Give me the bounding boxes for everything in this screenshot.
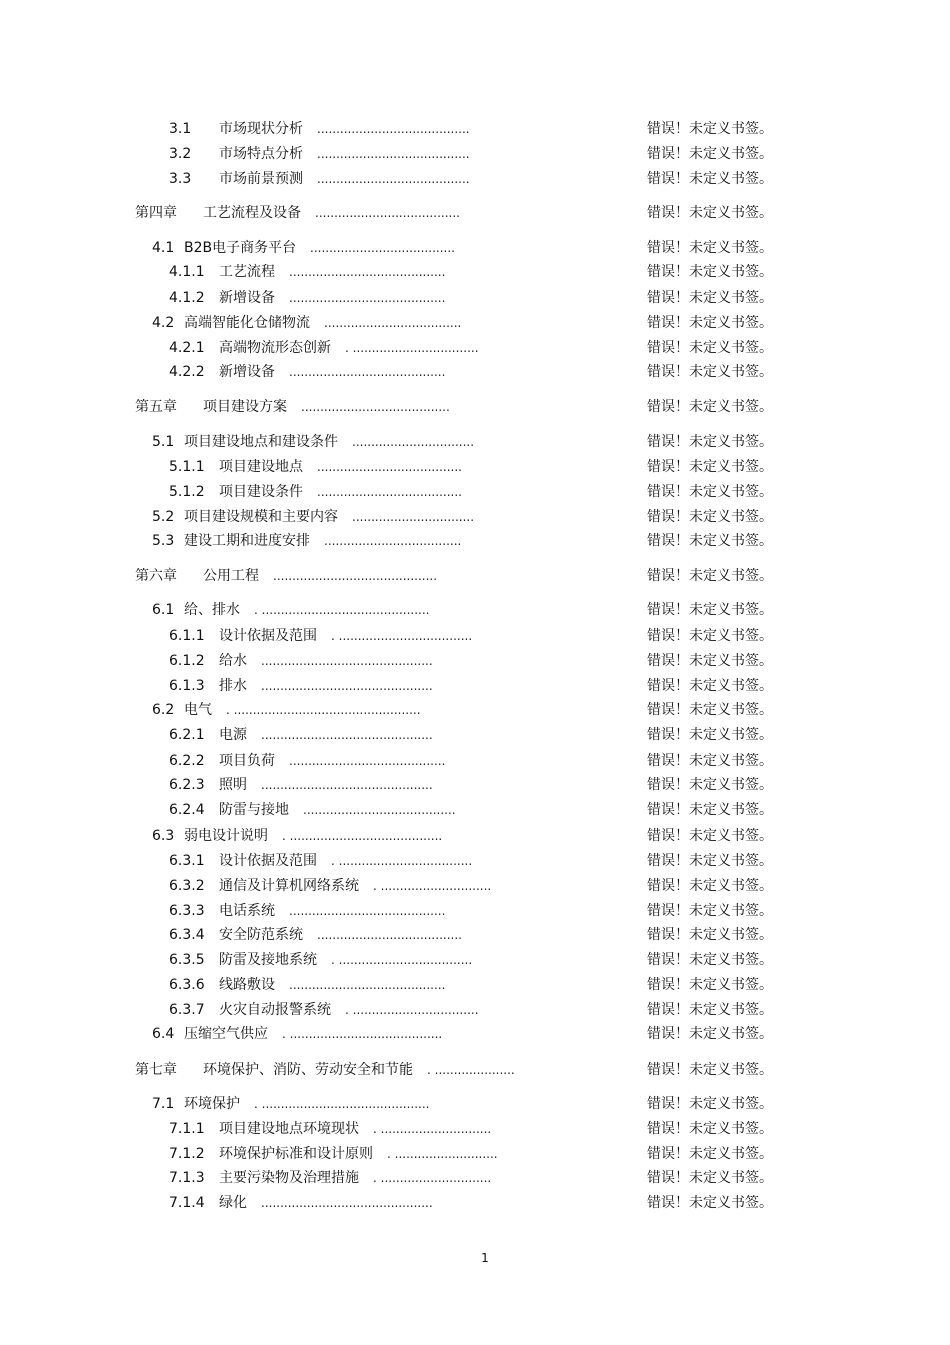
toc-entry-page-ref: 错误！未定义书签。 bbox=[647, 1026, 773, 1042]
toc-entry-page-ref: 错误！未定义书签。 bbox=[647, 1170, 773, 1186]
toc-entry-page-ref: 错误！未定义书签。 bbox=[647, 777, 773, 793]
toc-entry[interactable] bbox=[0, 651, 950, 671]
toc-entry-number: 4.1.2 bbox=[169, 290, 205, 306]
toc-entry[interactable] bbox=[0, 901, 950, 921]
toc-leader-dots: . ................................... bbox=[331, 629, 473, 643]
toc-leader-dots: ........................................... bbox=[273, 569, 438, 583]
toc-entry-page-ref: 错误！未定义书签。 bbox=[647, 977, 773, 993]
toc-entry-number: 3.1 bbox=[169, 121, 192, 137]
toc-entry-page-ref: 错误！未定义书签。 bbox=[647, 568, 773, 584]
toc-leader-dots: ............................................. bbox=[261, 654, 433, 668]
toc-entry-title: 环境保护、消防、劳动安全和节能 bbox=[203, 1062, 413, 1078]
toc-entry-number: 6.2.2 bbox=[169, 753, 205, 769]
toc-leader-dots: . ............................. bbox=[373, 879, 492, 893]
toc-entry[interactable] bbox=[0, 975, 950, 995]
toc-entry[interactable] bbox=[0, 925, 950, 945]
toc-entry-page-ref: 错误！未定义书签。 bbox=[647, 702, 773, 718]
toc-entry-number: 6.4 bbox=[152, 1026, 175, 1042]
toc-leader-dots: . ................................. bbox=[345, 1003, 479, 1017]
toc-entry-title: 新增设备 bbox=[219, 364, 275, 380]
toc-leader-dots: ......................................... bbox=[289, 904, 446, 918]
toc-entry-title: 主要污染物及治理措施 bbox=[219, 1170, 359, 1186]
toc-entry[interactable] bbox=[0, 751, 950, 771]
toc-entry-title: 项目负荷 bbox=[219, 753, 275, 769]
toc-entry-title: 项目建设地点 bbox=[219, 459, 303, 475]
toc-entry-page-ref: 错误！未定义书签。 bbox=[647, 1146, 773, 1162]
toc-entry-number: 4.2 bbox=[152, 315, 175, 331]
toc-entry-title: 项目建设方案 bbox=[203, 399, 287, 415]
toc-entry-title: 项目建设地点环境现状 bbox=[219, 1121, 359, 1137]
toc-entry[interactable] bbox=[0, 566, 950, 586]
toc-entry-number: 5.1 bbox=[152, 434, 175, 450]
toc-entry-title: 高端物流形态创新 bbox=[219, 340, 331, 356]
toc-leader-dots: . ................................... bbox=[331, 953, 473, 967]
toc-entry-page-ref: 错误！未定义书签。 bbox=[647, 484, 773, 500]
toc-entry-title: 防雷与接地 bbox=[219, 802, 289, 818]
toc-entry-page-ref: 错误！未定义书签。 bbox=[647, 1062, 773, 1078]
toc-entry-number: 6.3.2 bbox=[169, 878, 205, 894]
toc-entry-number: 第五章 bbox=[135, 399, 177, 415]
toc-entry[interactable] bbox=[0, 800, 950, 820]
toc-entry-title: 公用工程 bbox=[203, 568, 259, 584]
toc-leader-dots: ...................................... bbox=[317, 928, 462, 942]
toc-leader-dots: ...................................... bbox=[317, 485, 462, 499]
toc-entry-title: 项目建设条件 bbox=[219, 484, 303, 500]
toc-entry-page-ref: 错误！未定义书签。 bbox=[647, 753, 773, 769]
toc-leader-dots: . ............................. bbox=[373, 1171, 492, 1185]
toc-entry-number: 6.3.3 bbox=[169, 903, 205, 919]
toc-entry-title: 电源 bbox=[219, 727, 247, 743]
toc-entry-number: 第四章 bbox=[135, 205, 177, 221]
toc-entry-page-ref: 错误！未定义书签。 bbox=[647, 727, 773, 743]
toc-entry-number: 6.2.1 bbox=[169, 727, 205, 743]
toc-leader-dots: ....................................... bbox=[301, 400, 450, 414]
toc-leader-dots: ...................................... bbox=[310, 241, 455, 255]
toc-entry-title: 弱电设计说明 bbox=[184, 828, 268, 844]
toc-leader-dots: ......................................... bbox=[289, 365, 446, 379]
toc-leader-dots: . ........................................ bbox=[282, 829, 443, 843]
toc-entry-title: 市场特点分析 bbox=[219, 146, 303, 162]
toc-entry-title: 防雷及接地系统 bbox=[219, 952, 317, 968]
toc-entry[interactable] bbox=[0, 1060, 950, 1080]
toc-entry-title: 高端智能化仓储物流 bbox=[184, 315, 310, 331]
toc-entry-title: 火灾自动报警系统 bbox=[219, 1002, 331, 1018]
toc-entry-title: 环境保护标准和设计原则 bbox=[219, 1146, 373, 1162]
toc-entry[interactable] bbox=[0, 600, 950, 620]
toc-leader-dots: ...................................... bbox=[315, 206, 460, 220]
toc-leader-dots: .................................... bbox=[324, 534, 462, 548]
toc-entry-title: 压缩空气供应 bbox=[184, 1026, 268, 1042]
toc-entry-title: 新增设备 bbox=[219, 290, 275, 306]
toc-entry[interactable] bbox=[0, 397, 950, 417]
toc-entry[interactable] bbox=[0, 1193, 950, 1213]
toc-entry-number: 4.1 bbox=[152, 240, 175, 256]
toc-entry-page-ref: 错误！未定义书签。 bbox=[647, 802, 773, 818]
toc-entry[interactable] bbox=[0, 950, 950, 970]
toc-leader-dots: . ..................... bbox=[427, 1063, 515, 1077]
toc-entry[interactable] bbox=[0, 826, 950, 846]
toc-entry[interactable] bbox=[0, 851, 950, 871]
toc-entry-page-ref: 错误！未定义书签。 bbox=[647, 434, 773, 450]
toc-leader-dots: . ................................................. bbox=[226, 703, 421, 717]
toc-entry[interactable] bbox=[0, 203, 950, 223]
toc-entry-title: 市场前景预测 bbox=[219, 171, 303, 187]
toc-entry[interactable] bbox=[0, 1168, 950, 1188]
toc-entry-page-ref: 错误！未定义书签。 bbox=[647, 240, 773, 256]
toc-entry[interactable] bbox=[0, 432, 950, 452]
toc-entry-page-ref: 错误！未定义书签。 bbox=[647, 315, 773, 331]
toc-leader-dots: ......................................... bbox=[289, 978, 446, 992]
toc-entry-number: 7.1.3 bbox=[169, 1170, 205, 1186]
toc-entry[interactable] bbox=[0, 457, 950, 477]
toc-entry[interactable] bbox=[0, 119, 950, 139]
toc-leader-dots: . ................................. bbox=[345, 341, 479, 355]
toc-entry-number: 4.2.2 bbox=[169, 364, 205, 380]
toc-entry[interactable] bbox=[0, 507, 950, 527]
toc-entry[interactable] bbox=[0, 676, 950, 696]
toc-entry-page-ref: 错误！未定义书签。 bbox=[647, 459, 773, 475]
toc-entry-number: 6.3.4 bbox=[169, 927, 205, 943]
toc-entry[interactable] bbox=[0, 1024, 950, 1044]
toc-entry-page-ref: 错误！未定义书签。 bbox=[647, 146, 773, 162]
toc-entry-page-ref: 错误！未定义书签。 bbox=[647, 628, 773, 644]
toc-leader-dots: ......................................... bbox=[289, 291, 446, 305]
toc-leader-dots: ............................................. bbox=[261, 778, 433, 792]
toc-entry-page-ref: 错误！未定义书签。 bbox=[647, 1002, 773, 1018]
toc-leader-dots: ........................................ bbox=[303, 803, 456, 817]
toc-entry-number: 7.1.4 bbox=[169, 1195, 205, 1211]
toc-entry-number: 4.2.1 bbox=[169, 340, 205, 356]
toc-entry-title: 电话系统 bbox=[219, 903, 275, 919]
toc-entry-page-ref: 错误！未定义书签。 bbox=[647, 678, 773, 694]
toc-entry-page-ref: 错误！未定义书签。 bbox=[647, 1121, 773, 1137]
toc-entry-title: 给、排水 bbox=[184, 602, 240, 618]
toc-entry-page-ref: 错误！未定义书签。 bbox=[647, 903, 773, 919]
toc-entry-title: 工艺流程及设备 bbox=[203, 205, 301, 221]
toc-leader-dots: ......................................... bbox=[289, 265, 446, 279]
toc-entry-title: 设计依据及范围 bbox=[219, 853, 317, 869]
toc-entry-title: 建设工期和进度安排 bbox=[184, 533, 310, 549]
toc-leader-dots: . ................................... bbox=[331, 854, 473, 868]
toc-entry[interactable] bbox=[0, 1094, 950, 1114]
toc-entry-page-ref: 错误！未定义书签。 bbox=[647, 853, 773, 869]
toc-entry-number: 6.2.4 bbox=[169, 802, 205, 818]
toc-entry[interactable] bbox=[0, 1119, 950, 1139]
toc-entry-page-ref: 错误！未定义书签。 bbox=[647, 927, 773, 943]
toc-entry[interactable] bbox=[0, 313, 950, 333]
toc-entry-page-ref: 错误！未定义书签。 bbox=[647, 828, 773, 844]
toc-entry-title: 项目建设规模和主要内容 bbox=[184, 509, 338, 525]
toc-entry-number: 6.2 bbox=[152, 702, 175, 718]
toc-entry[interactable] bbox=[0, 725, 950, 745]
toc-entry-number: 5.1.2 bbox=[169, 484, 205, 500]
toc-entry-title: 线路敷设 bbox=[219, 977, 275, 993]
toc-entry-number: 第六章 bbox=[135, 568, 177, 584]
toc-entry-title: 照明 bbox=[219, 777, 247, 793]
toc-entry[interactable] bbox=[0, 482, 950, 502]
toc-leader-dots: .................................... bbox=[324, 316, 462, 330]
toc-entry-number: 6.3.7 bbox=[169, 1002, 205, 1018]
toc-entry-number: 5.2 bbox=[152, 509, 175, 525]
toc-leader-dots: ............................................. bbox=[261, 728, 433, 742]
toc-leader-dots: . ........................................ bbox=[282, 1027, 443, 1041]
page-number: 1 bbox=[481, 1251, 489, 1265]
toc-entry[interactable] bbox=[0, 288, 950, 308]
toc-entry-title: 环境保护 bbox=[184, 1096, 240, 1112]
toc-leader-dots: ............................................. bbox=[261, 1196, 433, 1210]
toc-entry[interactable] bbox=[0, 238, 950, 258]
toc-leader-dots: ........................................ bbox=[317, 147, 470, 161]
toc-leader-dots: ............................................. bbox=[261, 679, 433, 693]
toc-entry[interactable] bbox=[0, 876, 950, 896]
toc-entry-title: 市场现状分析 bbox=[219, 121, 303, 137]
toc-entry[interactable] bbox=[0, 169, 950, 189]
toc-entry-number: 7.1 bbox=[152, 1096, 175, 1112]
toc-entry[interactable] bbox=[0, 262, 950, 282]
toc-entry-number: 6.3 bbox=[152, 828, 175, 844]
toc-entry-number: 6.1.2 bbox=[169, 653, 205, 669]
toc-entry[interactable] bbox=[0, 338, 950, 358]
toc-leader-dots: ........................................ bbox=[317, 122, 470, 136]
toc-entry-number: 6.3.6 bbox=[169, 977, 205, 993]
toc-leader-dots: ........................................ bbox=[317, 172, 470, 186]
toc-entry[interactable] bbox=[0, 1000, 950, 1020]
toc-entry-title: B2B电子商务平台 bbox=[184, 240, 297, 256]
toc-entry[interactable] bbox=[0, 1144, 950, 1164]
toc-entry[interactable] bbox=[0, 144, 950, 164]
toc-entry-title: 绿化 bbox=[219, 1195, 247, 1211]
toc-leader-dots: ................................ bbox=[352, 510, 475, 524]
toc-entry-page-ref: 错误！未定义书签。 bbox=[647, 364, 773, 380]
toc-leader-dots: ...................................... bbox=[317, 460, 462, 474]
toc-entry-number: 6.1 bbox=[152, 602, 175, 618]
toc-entry[interactable] bbox=[0, 531, 950, 551]
toc-entry-page-ref: 错误！未定义书签。 bbox=[647, 264, 773, 280]
toc-entry-number: 6.2.3 bbox=[169, 777, 205, 793]
toc-leader-dots: ......................................... bbox=[289, 754, 446, 768]
toc-entry-page-ref: 错误！未定义书签。 bbox=[647, 340, 773, 356]
toc-entry-number: 4.1.1 bbox=[169, 264, 205, 280]
toc-leader-dots: ................................ bbox=[352, 435, 475, 449]
toc-leader-dots: . ............................................ bbox=[254, 603, 430, 617]
toc-entry-page-ref: 错误！未定义书签。 bbox=[647, 878, 773, 894]
toc-entry-title: 工艺流程 bbox=[219, 264, 275, 280]
toc-entry-title: 通信及计算机网络系统 bbox=[219, 878, 359, 894]
toc-leader-dots: . ............................................ bbox=[254, 1097, 430, 1111]
toc-entry[interactable] bbox=[0, 775, 950, 795]
toc-entry-title: 排水 bbox=[219, 678, 247, 694]
toc-entry[interactable] bbox=[0, 700, 950, 720]
toc-entry-page-ref: 错误！未定义书签。 bbox=[647, 952, 773, 968]
toc-entry-page-ref: 错误！未定义书签。 bbox=[647, 533, 773, 549]
toc-entry-page-ref: 错误！未定义书签。 bbox=[647, 653, 773, 669]
toc-entry-number: 7.1.2 bbox=[169, 1146, 205, 1162]
toc-entry-title: 设计依据及范围 bbox=[219, 628, 317, 644]
toc-entry-number: 6.1.3 bbox=[169, 678, 205, 694]
toc-entry-page-ref: 错误！未定义书签。 bbox=[647, 602, 773, 618]
toc-entry-title: 项目建设地点和建设条件 bbox=[184, 434, 338, 450]
toc-entry[interactable] bbox=[0, 362, 950, 382]
toc-leader-dots: . ........................... bbox=[387, 1147, 498, 1161]
toc-entry-number: 5.3 bbox=[152, 533, 175, 549]
toc-entry-number: 6.1.1 bbox=[169, 628, 205, 644]
toc-entry-page-ref: 错误！未定义书签。 bbox=[647, 290, 773, 306]
toc-entry-number: 7.1.1 bbox=[169, 1121, 205, 1137]
toc-entry-number: 3.3 bbox=[169, 171, 192, 187]
toc-entry-number: 第七章 bbox=[135, 1062, 177, 1078]
toc-entry-page-ref: 错误！未定义书签。 bbox=[647, 1096, 773, 1112]
toc-entry-page-ref: 错误！未定义书签。 bbox=[647, 509, 773, 525]
toc-entry-page-ref: 错误！未定义书签。 bbox=[647, 1195, 773, 1211]
toc-entry-title: 安全防范系统 bbox=[219, 927, 303, 943]
toc-entry-page-ref: 错误！未定义书签。 bbox=[647, 399, 773, 415]
toc-entry-title: 电气 bbox=[184, 702, 212, 718]
toc-entry-page-ref: 错误！未定义书签。 bbox=[647, 205, 773, 221]
toc-leader-dots: . ............................. bbox=[373, 1122, 492, 1136]
toc-entry-number: 6.3.1 bbox=[169, 853, 205, 869]
toc-entry-number: 3.2 bbox=[169, 146, 192, 162]
toc-entry-number: 5.1.1 bbox=[169, 459, 205, 475]
toc-entry-title: 给水 bbox=[219, 653, 247, 669]
toc-entry[interactable] bbox=[0, 626, 950, 646]
toc-entry-page-ref: 错误！未定义书签。 bbox=[647, 171, 773, 187]
toc-entry-page-ref: 错误！未定义书签。 bbox=[647, 121, 773, 137]
toc-entry-number: 6.3.5 bbox=[169, 952, 205, 968]
